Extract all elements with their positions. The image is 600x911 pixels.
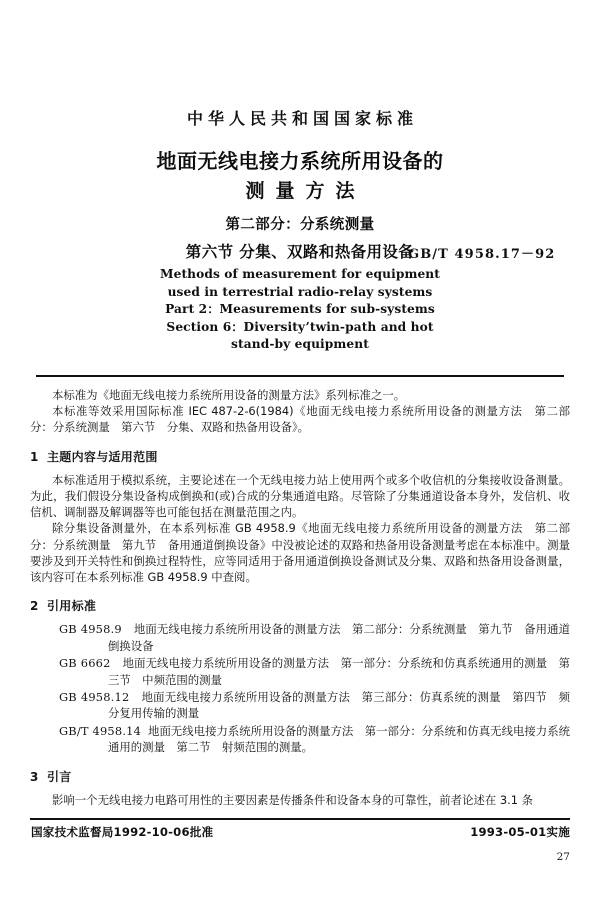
section-title-2: 引用标准	[47, 599, 97, 614]
title-chinese-line-1: 地面无线电接力系统所用设备的	[156, 149, 444, 173]
section-heading-3	[30, 769, 570, 785]
section-title-3: 引言	[47, 769, 72, 784]
reference-code: GB/T 4958.14	[59, 723, 142, 738]
header-divider-rule	[36, 375, 564, 377]
section-heading-2	[30, 598, 570, 614]
section-1-paragraph-1: 本标准适用于模拟系统，主要论述在一个无线电接力站上使用两个或多个收信机的分集接收设备测量。为此，我们假设分集设备构成倒换和(或)合成的分集通道电路。尽管除了分集通道设备本身外，发信机、收信机、调制器及解调器等也可能包括在测量范围之内。	[30, 472, 570, 520]
title-english	[0, 266, 600, 354]
title-english-line-5: stand-by equipment	[231, 337, 369, 352]
footer-effective-date: 1993-05-01实施	[470, 825, 570, 839]
reference-item	[30, 723, 570, 756]
section-number-3: 3	[30, 769, 39, 784]
reference-standards-list	[30, 621, 570, 755]
reference-item	[30, 689, 570, 722]
reference-code: GB 6662	[59, 656, 111, 671]
reference-title: 地面无线电接力系统所用设备的测量方法 第三部分：仿真系统的测量 第四节 频分复用传输的测量	[108, 690, 570, 721]
title-chinese-section: 第六节 分集、双路和热备用设备	[185, 243, 415, 262]
footer-divider-rule	[30, 818, 570, 820]
section-3-paragraph-1: 影响一个无线电接力电路可用性的主要因素是传播条件和设备本身的可靠性，前者论述在 3.1 条	[52, 792, 533, 807]
section-heading-1	[30, 449, 570, 465]
reference-title: 地面无线电接力系统所用设备的测量方法 第二部分：分系统测量 第九节 备用通道倒换设备	[108, 622, 570, 653]
title-english-line-3: Part 2：Measurements for sub-systems	[165, 302, 435, 317]
title-chinese-line-2: 测量方法	[245, 180, 366, 202]
title-english-line-4: Section 6：Diversity’twin-path and hot	[166, 319, 434, 334]
reference-code: GB 4958.9	[59, 622, 122, 637]
reference-item	[30, 655, 570, 688]
reference-title: 地面无线电接力系统所用设备的测量方法 第一部分：分系统和仿真无线电接力系统通用的测量 第二节 射频范围的测量。	[108, 723, 570, 755]
footer-approval: 国家技术监督局1992-10-06批准	[31, 825, 214, 839]
masthead-title: 中华人民共和国国家标准	[186, 109, 418, 128]
section-title-1: 主题内容与适用范围	[47, 449, 158, 464]
title-chinese-part: 第二部分：分系统测量	[225, 216, 375, 233]
standard-number: GB/T 4958.17－92	[408, 247, 556, 262]
page-number: 27	[556, 851, 570, 863]
masthead	[0, 106, 600, 129]
section-1-paragraph-2: 除分集设备测量外，在本系列标准 GB 4958.9《地面无线电接力系统所用设备的测量方法 第二部分：分系统测量 第九节 备用通道倒换设备》中没被论述的双路和热备用设备测量考虑在本标准中。测量要涉及到开关特性和倒换过程特性，应等同适用于备用通道倒换设备测试及分集、双路和热备用设备测量，该内容可在本系列标准 GB 4958.9 中查阅。	[30, 521, 570, 585]
preamble-paragraph-2: 本标准等效采用国际标准 IEC 487-2-6(1984)《地面无线电接力系统所用设备的测量方法 第二部分：分系统测量 第六节 分集、双路和热备用设备》。	[30, 404, 570, 435]
section-number-2: 2	[30, 599, 39, 614]
preamble-paragraph-1: 本标准为《地面无线电接力系统所用设备的测量方法》系列标准之一。	[52, 388, 406, 402]
reference-title: 地面无线电接力系统所用设备的测量方法 第一部分：分系统和仿真系统通用的测量 第三节 中频范围的测量	[108, 656, 570, 687]
reference-item	[30, 621, 570, 654]
section-number-1: 1	[30, 449, 39, 464]
title-english-line-1: Methods of measurement for equipment	[160, 267, 440, 281]
reference-code: GB 4958.12	[59, 690, 130, 705]
title-english-line-2: used in terrestrial radio-relay systems	[167, 284, 433, 299]
document-body	[30, 387, 570, 819]
